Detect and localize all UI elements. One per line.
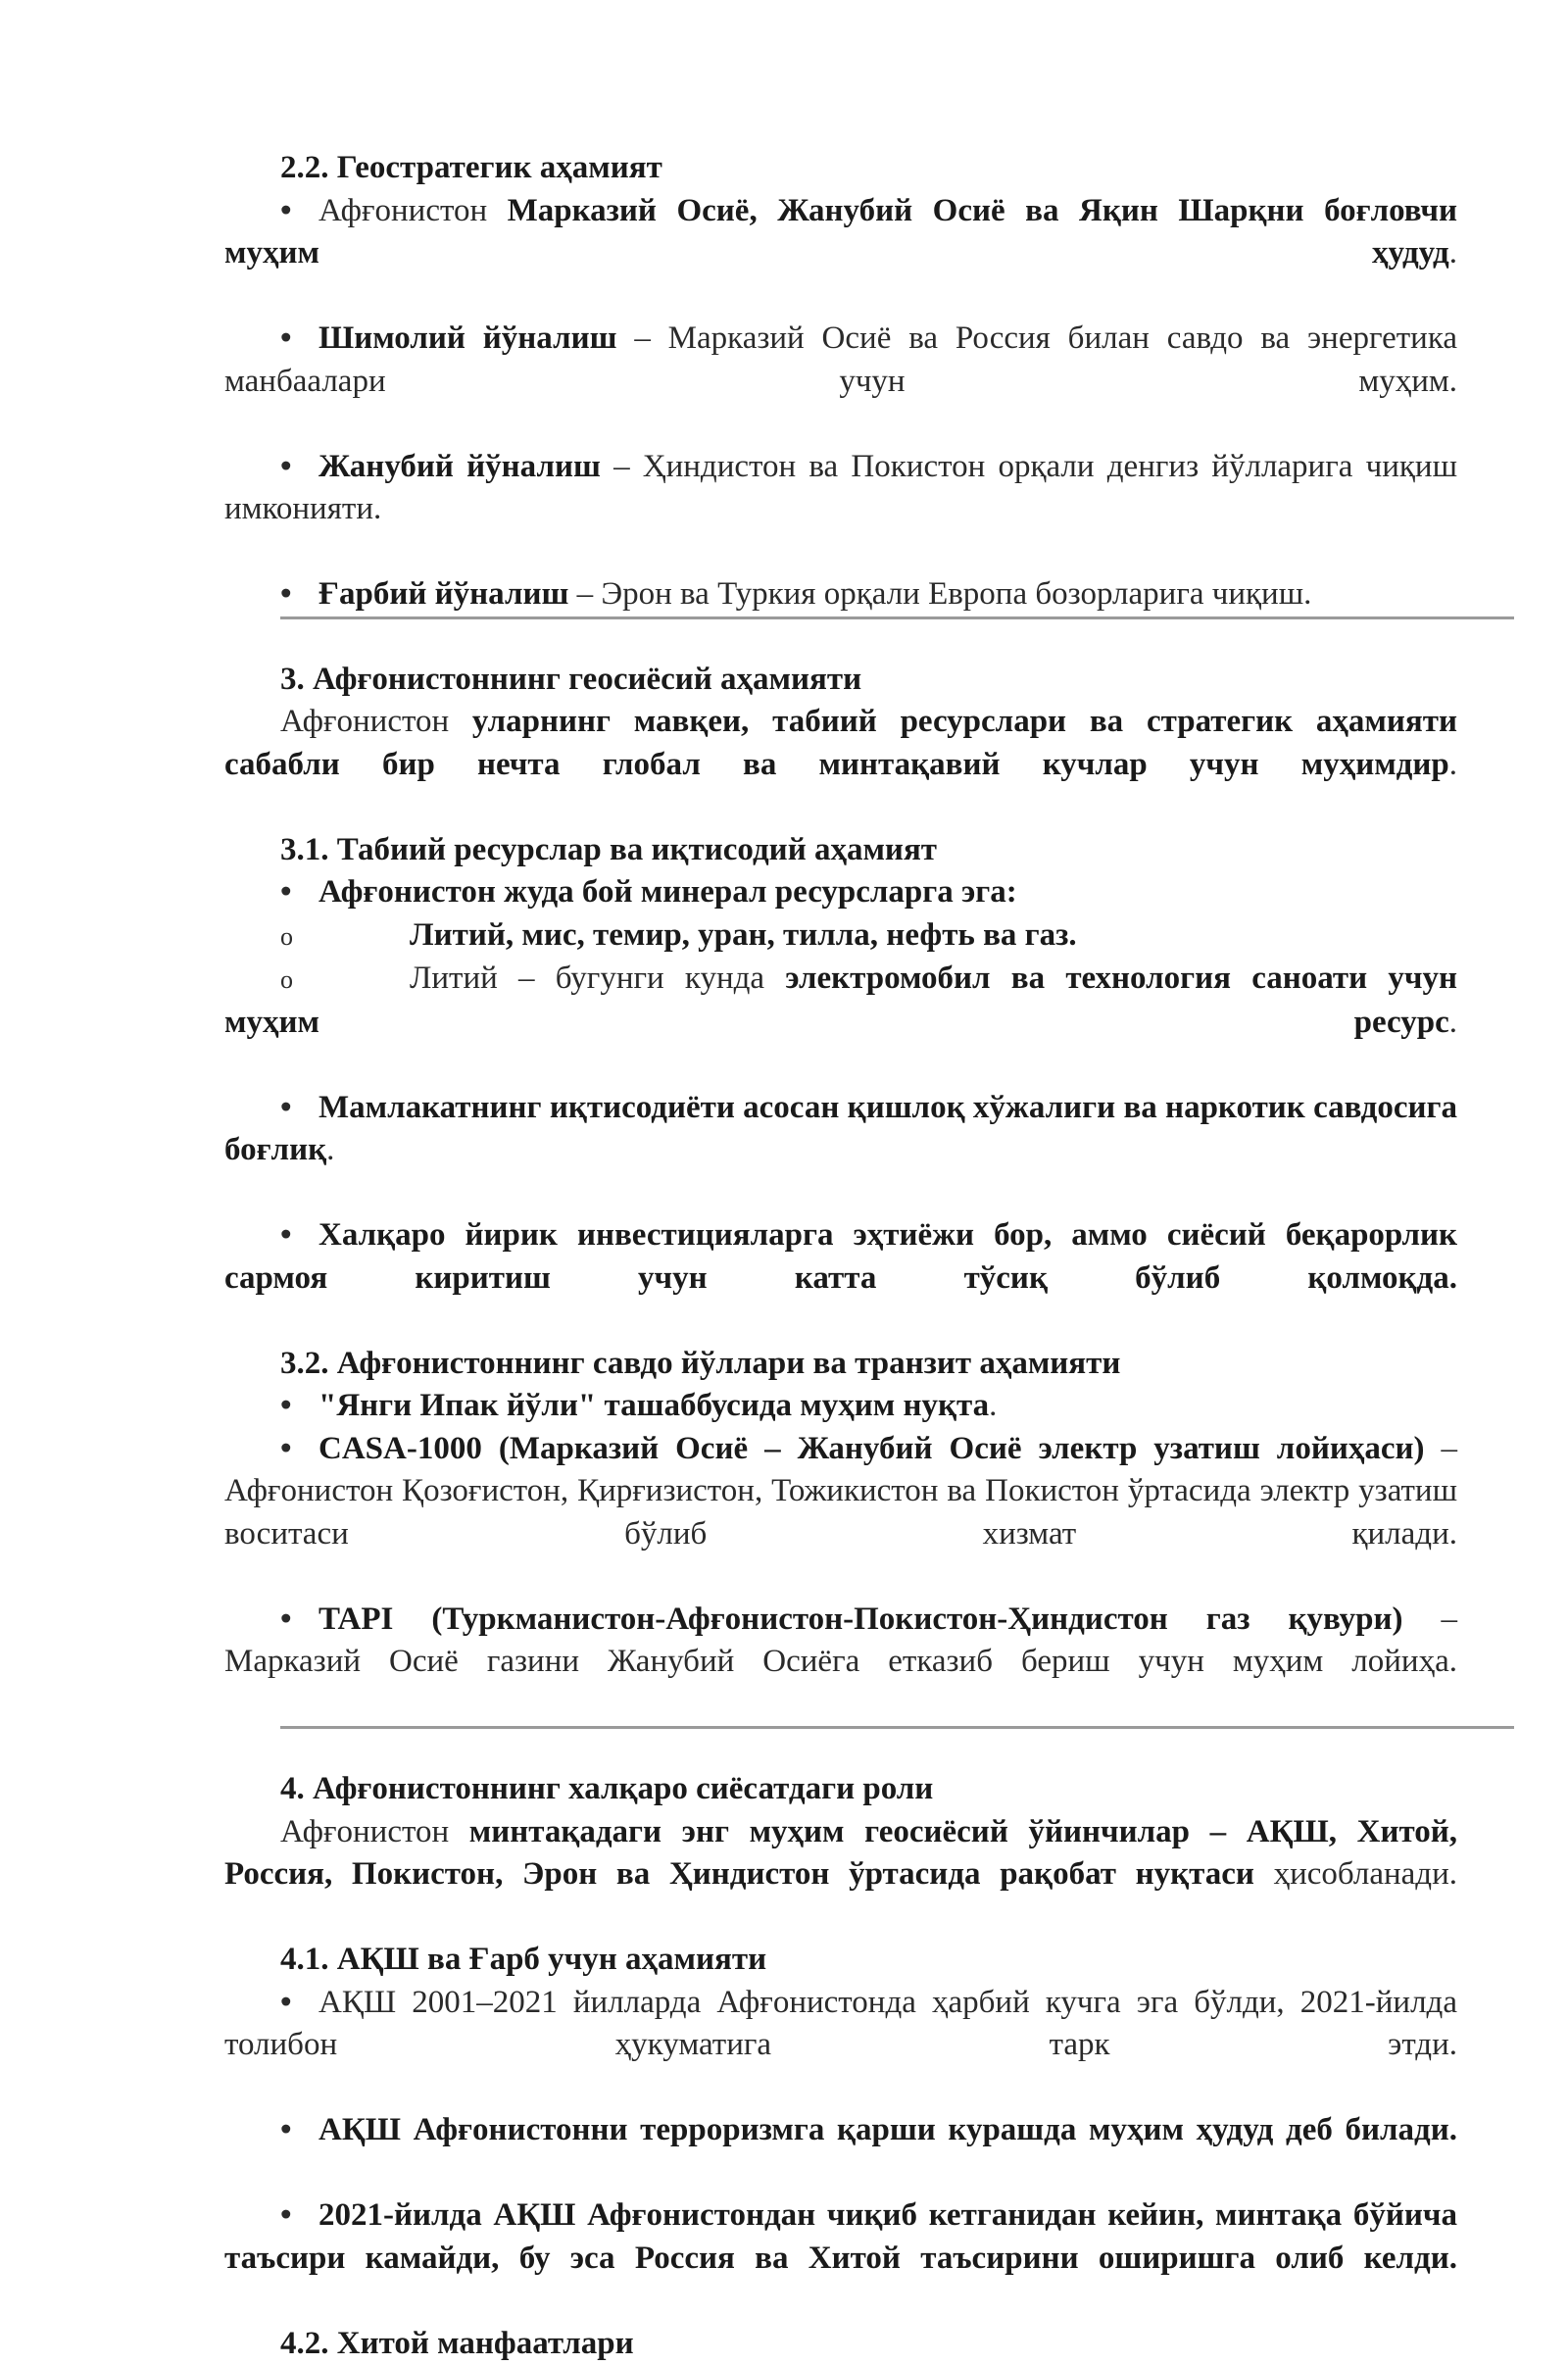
bullet-icon: • bbox=[280, 318, 318, 361]
list-item: • Ғарбий йўналиш – Эрон ва Туркия орқали Европа бозорларига чиқиш. bbox=[224, 573, 1457, 616]
list-item: • CASA-1000 (Марказий Осиё – Жанубий Осиё электр узатиш лойиҳаси) – Афғонистон Қозоғистон, Қирғизистон, Тожикистон ва Покистон ўртасида электр узатиш воситаси бўлиб хизмат қилади. bbox=[224, 1428, 1457, 1599]
paragraph: Афғонистон минтақадаги энг муҳим геосиёсий ўйинчилар – АҚШ, Хитой, Россия, Покистон, Эрон ва Ҳиндистон ўртасида рақобат нуқтаси ҳисобланади. bbox=[224, 1811, 1457, 1940]
list-item: • "Янги Ипак йўли" ташаббусида муҳим нуқта. bbox=[224, 1385, 1457, 1428]
circle-bullet-icon: o bbox=[280, 915, 410, 959]
list-item: • 2021-йилда АҚШ Афғонистондан чиқиб кетганидан кейин, минтақа бўйича таъсири камайди, бу эса Россия ва Хитой таъсирини оширишга олиб келди. bbox=[224, 2194, 1457, 2323]
list-item: • TAPI (Туркманистон-Афғонистон-Покистон-Ҳиндистон газ қувури) – Марказий Осиё газини Жанубий Осиёга етказиб бериш учун муҳим лойиҳа. bbox=[224, 1599, 1457, 1727]
sub-list-item: o Литий, мис, темир, уран, тилла, нефть ва газ. bbox=[224, 914, 1457, 959]
list-item: • Афғонистон жуда бой минерал ресурсларга эга: bbox=[224, 871, 1457, 914]
section-heading-4: 4. Афғонистоннинг халқаро сиёсатдаги роли bbox=[224, 1768, 1457, 1811]
section-heading-2-2: 2.2. Геостратегик аҳамият bbox=[224, 147, 1457, 190]
bullet-icon: • bbox=[280, 2109, 318, 2152]
circle-bullet-icon: o bbox=[280, 959, 410, 1002]
bullet-icon: • bbox=[280, 446, 318, 489]
bullet-icon: • bbox=[280, 573, 318, 616]
bullet-icon: • bbox=[280, 190, 318, 233]
bullet-icon: • bbox=[280, 871, 318, 914]
bullet-icon: • bbox=[280, 1428, 318, 1471]
list-item: • Мамлакатнинг иқтисодиёти асосан қишлоқ хўжалиги ва наркотик савдосига боғлиқ. bbox=[224, 1087, 1457, 1215]
list-item: • АҚШ 2001–2021 йилларда Афғонистонда ҳарбий кучга эга бўлди, 2021-йилда толибон ҳукуматига тарк этди. bbox=[224, 1982, 1457, 2110]
list-item: • Халқаро йирик инвестицияларга эҳтиёжи бор, аммо сиёсий беқарорлик сармоя киритиш учун катта тўсиқ бўлиб қолмоқда. bbox=[224, 1214, 1457, 1343]
list-item: • Афғонистон Марказий Осиё, Жанубий Осиё ва Яқин Шарқни боғловчи муҳим ҳудуд. bbox=[224, 190, 1457, 319]
list-item: • АҚШ Афғонистонни терроризмга қарши курашда муҳим ҳудуд деб билади. bbox=[224, 2109, 1457, 2194]
bullet-icon: • bbox=[280, 1599, 318, 1642]
bullet-icon: • bbox=[280, 1982, 318, 2025]
section-heading-3-1: 3.1. Табиий ресурслар ва иқтисодий аҳамият bbox=[224, 829, 1457, 872]
section-heading-3: 3. Афғонистоннинг геосиёсий аҳамияти bbox=[224, 659, 1457, 702]
section-heading-4-1: 4.1. АҚШ ва Ғарб учун аҳамияти bbox=[224, 1939, 1457, 1982]
section-heading-3-2: 3.2. Афғонистоннинг савдо йўллари ва транзит аҳамияти bbox=[224, 1343, 1457, 1386]
list-item: • Шимолий йўналиш – Марказий Осиё ва Россия билан савдо ва энергетика манбаалари учун муҳим. bbox=[224, 318, 1457, 446]
bullet-icon: • bbox=[280, 1087, 318, 1130]
section-heading-4-2: 4.2. Хитой манфаатлари bbox=[224, 2323, 1457, 2365]
list-item: • Жанубий йўналиш – Ҳиндистон ва Покистон орқали денгиз йўлларига чиқиш имконияти. bbox=[224, 446, 1457, 574]
bullet-icon: • bbox=[280, 1214, 318, 1257]
bullet-icon: • bbox=[280, 1385, 318, 1428]
bullet-icon: • bbox=[280, 2194, 318, 2238]
paragraph: Афғонистон уларнинг мавқеи, табиий ресурслари ва стратегик аҳамияти сабабли бир нечта глобал ва минтақавий кучлар учун муҳимдир. bbox=[224, 701, 1457, 829]
document-page bbox=[224, 147, 1457, 2365]
sub-list-item: o Литий – бугунги кунда электромобил ва технология саноати учун муҳим ресурс. bbox=[224, 958, 1457, 1087]
